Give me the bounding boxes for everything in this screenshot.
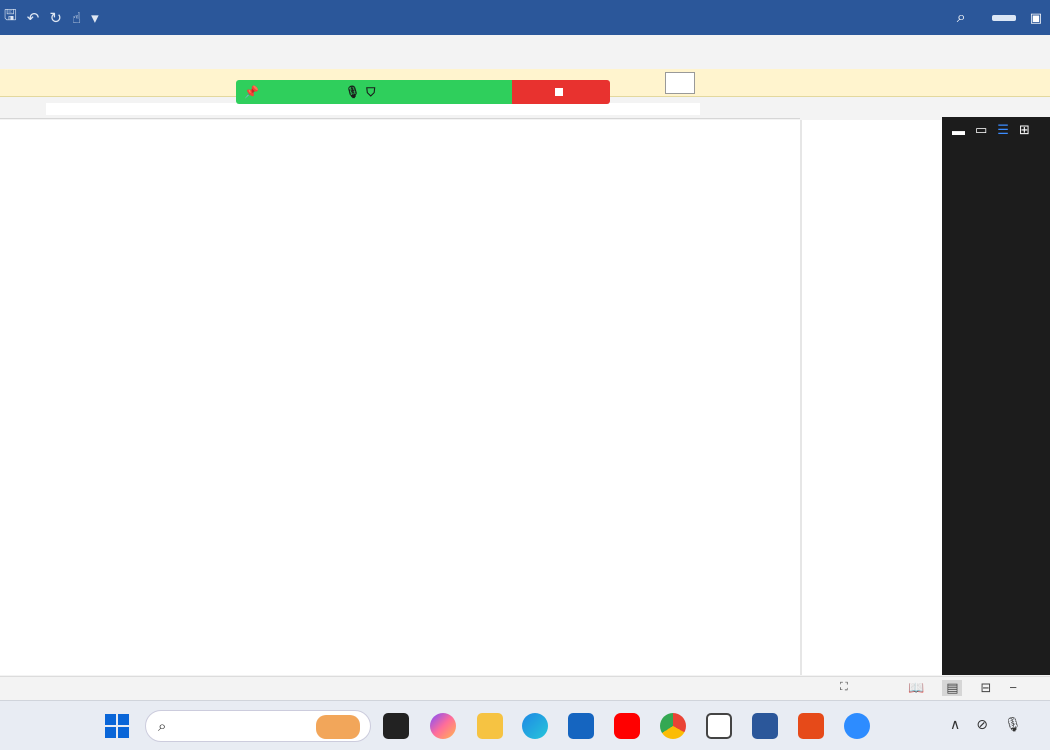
restore-icon[interactable]: ▭ bbox=[975, 122, 988, 137]
redo-icon[interactable]: ↻ bbox=[49, 9, 62, 27]
status-bar bbox=[0, 676, 1050, 700]
youtube-icon[interactable] bbox=[614, 713, 640, 739]
stop-icon bbox=[555, 88, 563, 96]
quick-access-toolbar bbox=[0, 5, 99, 30]
file-explorer-icon[interactable] bbox=[477, 713, 503, 739]
microphone-icon[interactable]: 🎙 bbox=[1003, 716, 1022, 732]
search-highlight-icon bbox=[316, 715, 360, 739]
ribbon-tabs bbox=[0, 35, 1050, 69]
tray-expand-icon[interactable]: ∧ bbox=[950, 716, 961, 732]
windows-start-icon[interactable] bbox=[105, 714, 129, 738]
zoom-panel-controls bbox=[942, 117, 1050, 143]
zoom-app-icon[interactable] bbox=[844, 713, 870, 739]
undo-icon[interactable]: ↶ bbox=[26, 9, 40, 27]
zoom-gallery-panel bbox=[942, 117, 1050, 675]
shield-icon[interactable]: ⛉ bbox=[366, 84, 376, 99]
print-layout-icon[interactable]: ▤ bbox=[942, 680, 962, 696]
mic-muted-icon[interactable]: 🎙 bbox=[344, 85, 361, 99]
search-glass-icon: ⌕ bbox=[158, 717, 167, 735]
taskbar-search[interactable] bbox=[145, 710, 371, 742]
title-bar bbox=[0, 0, 1050, 35]
search-icon[interactable]: ⌕ bbox=[956, 8, 966, 26]
network-off-icon[interactable]: ⊘ bbox=[976, 716, 988, 732]
word-icon[interactable] bbox=[752, 713, 778, 739]
comments-pane bbox=[802, 120, 942, 675]
focus-icon: ⛶ bbox=[840, 681, 848, 693]
document-page[interactable] bbox=[0, 120, 800, 675]
enable-editing-button[interactable] bbox=[665, 72, 695, 94]
screen-share-status[interactable] bbox=[236, 80, 512, 104]
store-icon[interactable] bbox=[568, 713, 594, 739]
minimize-icon[interactable]: ▬ bbox=[952, 122, 965, 138]
chrome-icon[interactable] bbox=[660, 713, 686, 739]
touch-mode-icon[interactable]: ☝ bbox=[71, 9, 82, 27]
taskbar bbox=[0, 700, 1050, 750]
system-tray bbox=[950, 716, 1022, 733]
zoom-slider[interactable]: − bbox=[1009, 680, 1017, 695]
sign-in-button[interactable] bbox=[992, 15, 1016, 21]
terminal-icon[interactable] bbox=[383, 713, 409, 739]
office-icon[interactable] bbox=[798, 713, 824, 739]
customize-toolbar-icon[interactable]: ▾ bbox=[91, 9, 99, 27]
view-list-icon[interactable]: ☰ bbox=[997, 122, 1009, 137]
screen-share-banner bbox=[236, 80, 610, 104]
web-layout-icon[interactable]: ⊟ bbox=[980, 680, 992, 695]
save-icon[interactable]: 🖫 bbox=[4, 7, 17, 24]
notepad-icon[interactable] bbox=[706, 713, 732, 739]
pin-banner-icon[interactable]: 📌 bbox=[244, 85, 259, 99]
ribbon-display-icon[interactable]: ▣ bbox=[1029, 9, 1042, 25]
read-mode-icon[interactable]: 📖 bbox=[908, 680, 925, 695]
grid-view-icon[interactable]: ⊞ bbox=[1018, 122, 1030, 137]
stop-share-button[interactable] bbox=[512, 80, 610, 104]
focus-button[interactable] bbox=[840, 681, 848, 694]
ruler-scale[interactable] bbox=[46, 103, 700, 115]
copilot-icon[interactable] bbox=[430, 713, 456, 739]
edge-icon[interactable] bbox=[522, 713, 548, 739]
